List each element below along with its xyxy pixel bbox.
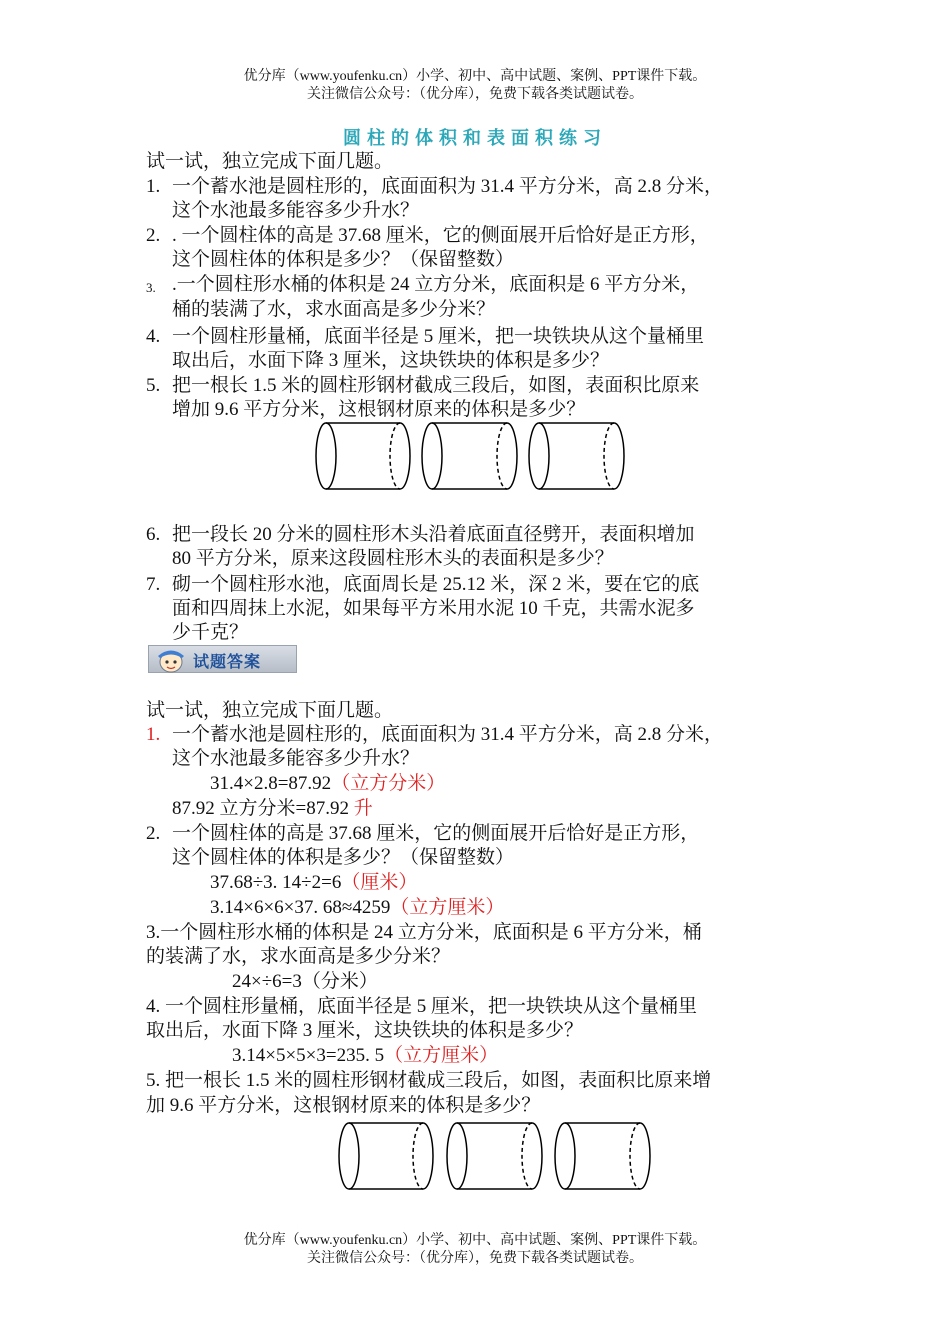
- footer-line-2: 关注微信公众号：（优分库），免费下载各类试题试卷。: [307, 1251, 643, 1266]
- question-2-line-1: . 一个圆柱体的高是 37.68 厘米，它的侧面展开后恰好是正方形，: [172, 225, 709, 246]
- answer-2-line-2: 这个圆柱体的体积是多少？（保留整数）: [172, 847, 515, 868]
- question-5-line-1: 把一根长 1.5 米的圆柱形钢材截成三段后，如图，表面积比原来: [172, 375, 700, 396]
- cylinder-diagram-1: [312, 420, 632, 492]
- answer-4-calc-1-expr: 3.14×5×5×3=235. 5: [232, 1045, 385, 1066]
- question-2-line-2: 这个圆柱体的体积是多少？（保留整数）: [172, 249, 515, 270]
- footer-line-1: 优分库（www.youfenku.cn）小学、初中、高中试题、案例、PPT课件下载。: [243, 1233, 707, 1248]
- header-line-2: 关注微信公众号：（优分库），免费下载各类试题试卷。: [307, 87, 643, 102]
- question-3-line-2: 桶的装满了水，求水面高是多少分米？: [172, 299, 496, 320]
- answer-1-calc-1-expr: 31.4×2.8=87.92: [210, 773, 332, 794]
- question-2-number: 2.: [146, 225, 161, 246]
- question-7-line-3: 少千克？: [172, 622, 249, 643]
- question-7-line-1: 砌一个圆柱形水池，底面周长是 25.12 米，深 2 米，要在它的底: [172, 574, 700, 595]
- answer-3-line-2: 的装满了水，求水面高是多少分米？: [146, 946, 451, 967]
- question-6-number: 6.: [146, 524, 161, 545]
- cylinder-piece: [339, 1123, 433, 1189]
- cylinder-diagram-2: [335, 1120, 655, 1192]
- answer-2-calc-2: [210, 896, 504, 920]
- answer-1-calc-2: [172, 797, 373, 821]
- cylinder-piece: [316, 423, 410, 489]
- cartoon-student-icon: [152, 647, 190, 673]
- answer-4-calc-1-unit: （立方厘米）: [384, 1045, 499, 1066]
- question-3-number: 3.: [146, 280, 156, 295]
- question-1-line-1: 一个蓄水池是圆柱形的，底面面积为 31.4 平方分米，高 2.8 分米，: [172, 176, 724, 197]
- page-footer: [0, 1232, 950, 1268]
- page-header: [0, 68, 950, 104]
- answer-4-line-2: 取出后，水面下降 3 厘米，这块铁块的体积是多少？: [146, 1020, 584, 1041]
- answer-2-calc-2-unit: （立方厘米）: [390, 897, 505, 918]
- question-1-line-2: 这个水池最多能容多少升水？: [172, 200, 420, 221]
- cylinder-piece: [529, 423, 624, 489]
- answer-4-calc-1: [232, 1044, 498, 1068]
- question-5-line-2: 增加 9.6 平方分米，这根钢材原来的体积是多少？: [172, 399, 586, 420]
- answer-1-line-2: 这个水池最多能容多少升水？: [172, 748, 420, 769]
- answer-5-line-1: 5. 把一根长 1.5 米的圆柱形钢材截成三段后，如图，表面积比原来增: [146, 1070, 712, 1091]
- answer-2-calc-1-expr: 37.68÷3. 14÷2=6: [210, 872, 342, 893]
- answer-3-line-1: 3.一个圆柱形水桶的体积是 24 立方分米，底面积是 6 平方分米，桶: [146, 922, 702, 943]
- question-6-line-1: 把一段长 20 分米的圆柱形木头沿着底面直径劈开，表面积增加: [172, 524, 695, 545]
- answer-1-calc-2-unit: 升: [353, 798, 373, 819]
- cylinder-piece: [422, 423, 517, 489]
- question-5-number: 5.: [146, 375, 161, 396]
- answer-4-line-1: 4. 一个圆柱形量桶，底面半径是 5 厘米，把一块铁块从这个量桶里: [146, 996, 698, 1017]
- cylinder-piece: [555, 1123, 650, 1189]
- answer-1-line-1: 一个蓄水池是圆柱形的，底面面积为 31.4 平方分米，高 2.8 分米，: [172, 724, 724, 745]
- question-4-line-1: 一个圆柱形量桶，底面半径是 5 厘米，把一块铁块从这个量桶里: [172, 326, 705, 347]
- answer-1-calc-1: [210, 772, 445, 796]
- answer-2-calc-1-unit: （厘米）: [341, 872, 418, 893]
- question-4-number: 4.: [146, 326, 161, 347]
- question-7-line-2: 面和四周抹上水泥，如果每平方米用水泥 10 千克，共需水泥多: [172, 598, 695, 619]
- answer-section-label: 试题答案: [193, 652, 262, 671]
- question-1-number: 1.: [146, 176, 161, 197]
- answer-1-calc-2-expr: 87.92 立方分米=87.92: [172, 798, 354, 819]
- answer-3-calc-1: 24×÷6=3（分米）: [232, 971, 378, 992]
- answer-1-number: 1.: [146, 724, 161, 745]
- answer-intro-text: 试一试，独立完成下面几题。: [146, 700, 394, 721]
- answer-2-calc-1: [210, 871, 417, 895]
- header-line-1: 优分库（www.youfenku.cn）小学、初中、高中试题、案例、PPT课件下载。: [243, 69, 707, 84]
- question-3-line-1: .一个圆柱形水桶的体积是 24 立方分米，底面积是 6 平方分米，: [172, 274, 700, 295]
- intro-text: 试一试，独立完成下面几题。: [146, 151, 394, 172]
- page-title: 圆柱的体积和表面积练习: [343, 128, 607, 149]
- answer-5-line-2: 加 9.6 平方分米，这根钢材原来的体积是多少？: [146, 1095, 541, 1116]
- answer-2-number: 2.: [146, 823, 161, 844]
- cylinder-piece: [447, 1123, 542, 1189]
- question-4-line-2: 取出后，水面下降 3 厘米，这块铁块的体积是多少？: [172, 350, 610, 371]
- answer-2-line-1: 一个圆柱体的高是 37.68 厘米，它的侧面展开后恰好是正方形，: [172, 823, 700, 844]
- answer-1-calc-1-unit: （立方分米）: [331, 773, 446, 794]
- question-7-number: 7.: [146, 574, 161, 595]
- answer-section-badge: [148, 645, 297, 673]
- answer-2-calc-2-expr: 3.14×6×6×37. 68≈4259: [210, 897, 391, 918]
- question-6-line-2: 80 平方分米，原来这段圆柱形木头的表面积是多少？: [172, 548, 614, 569]
